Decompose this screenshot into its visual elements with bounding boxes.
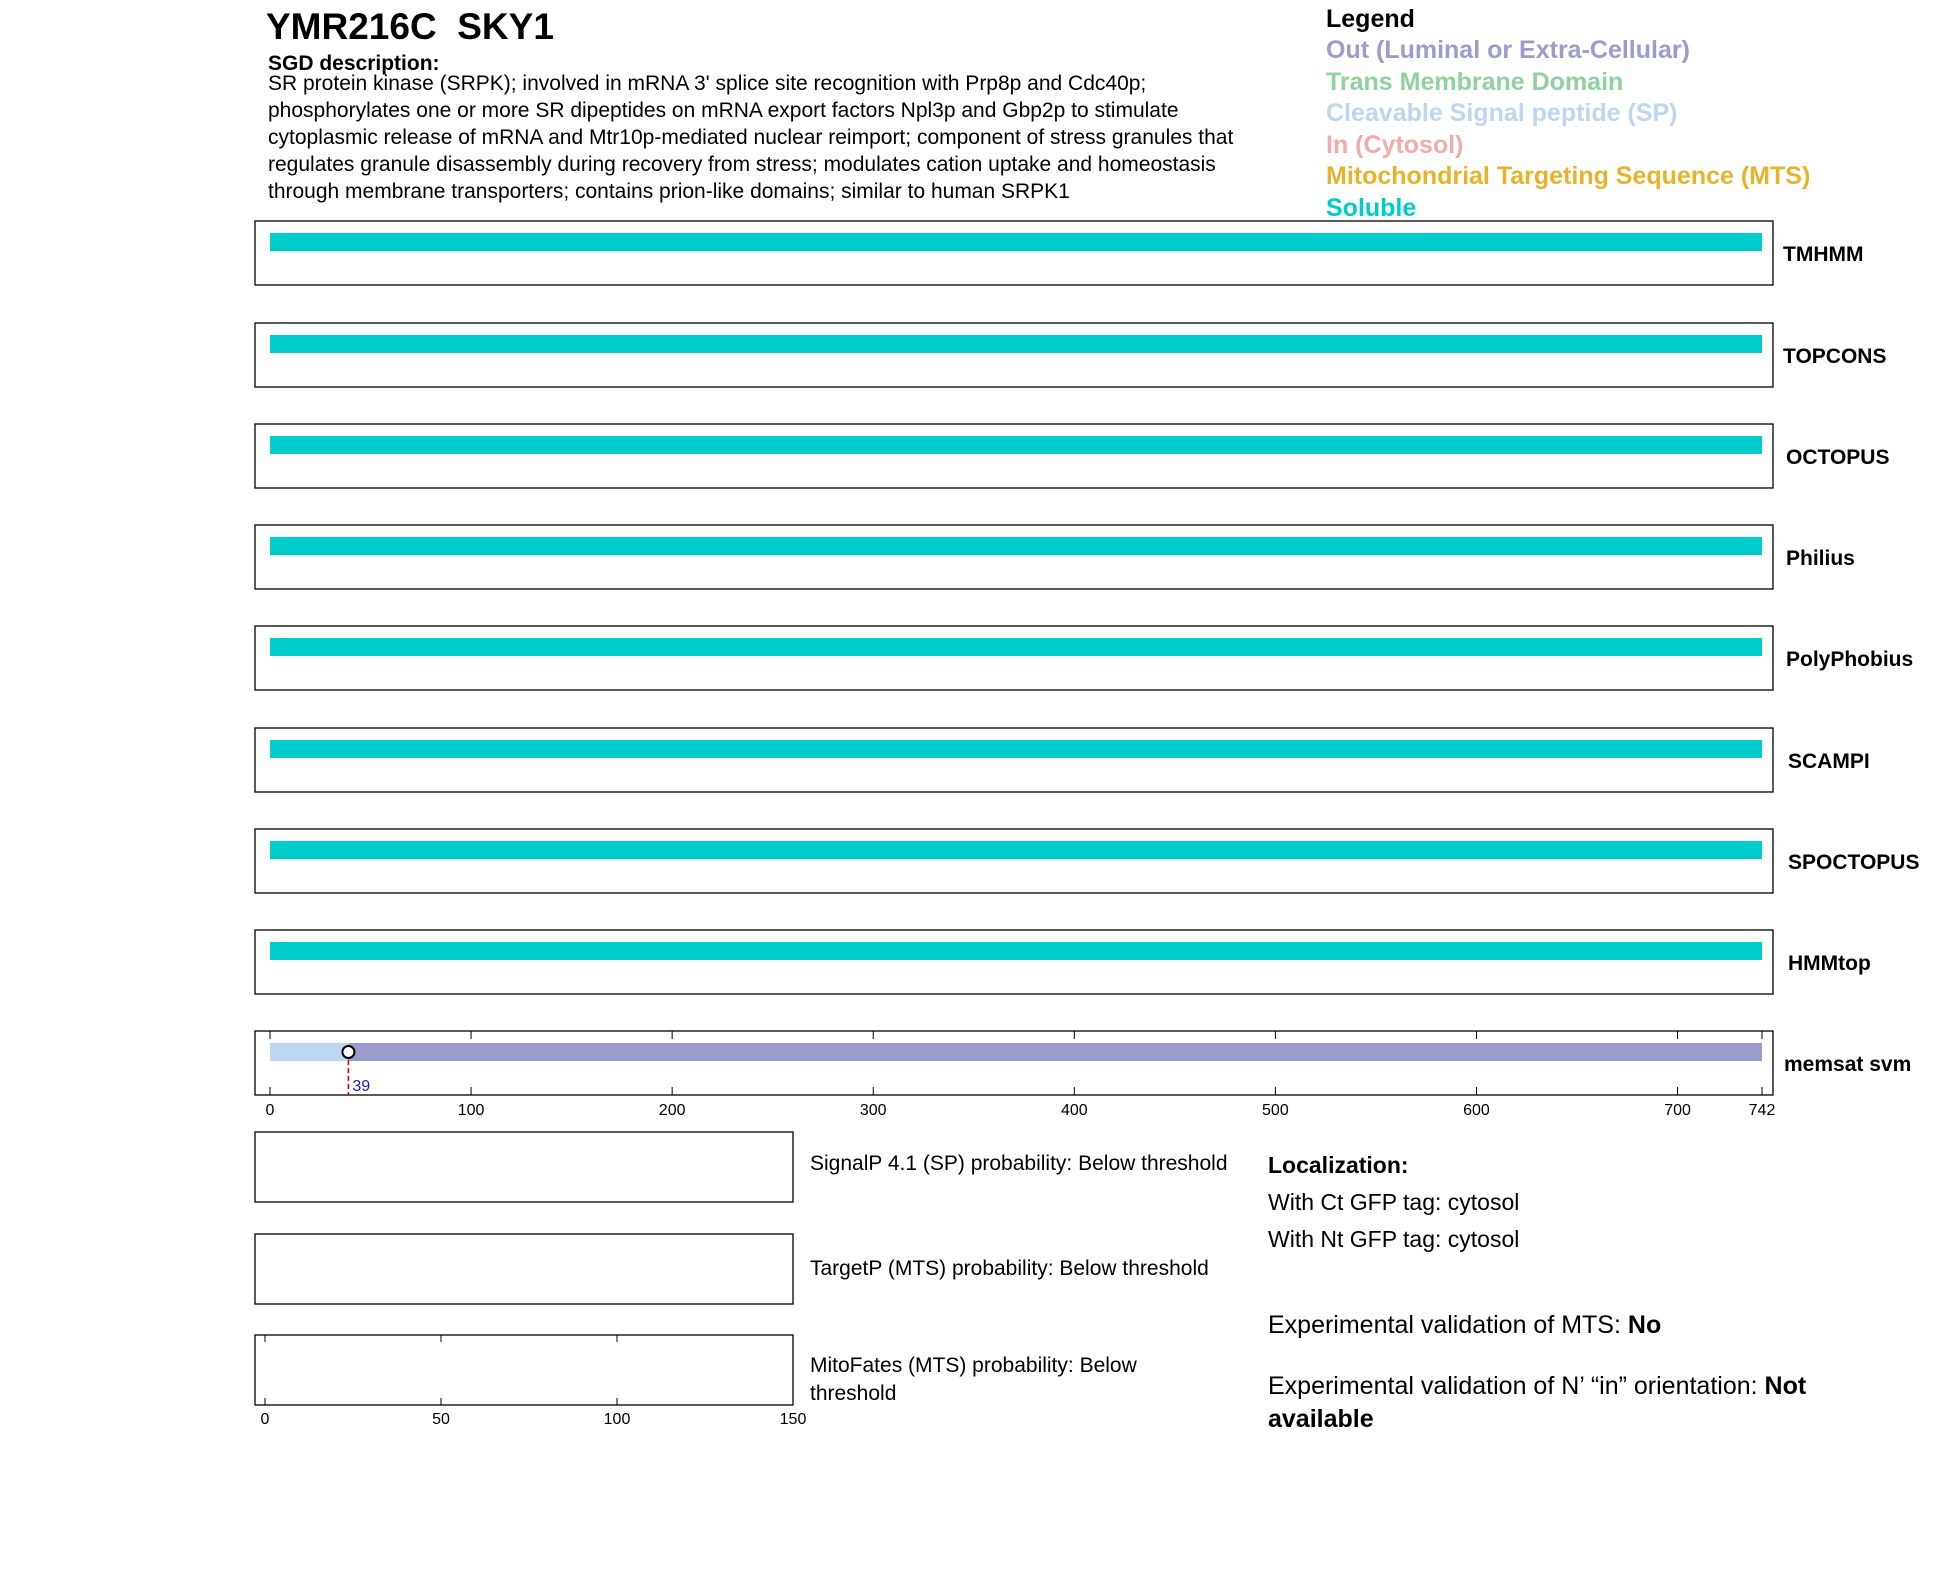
memsat-tick-label-500: 500 <box>1262 1102 1289 1119</box>
memsat-tick-label-400: 400 <box>1060 1102 1088 1119</box>
nin-validation <box>1268 1370 1888 1436</box>
prob-tick-label-50: 50 <box>432 1411 450 1428</box>
segment-polyphobius-0 <box>270 638 1762 656</box>
legend-item-sp: Cleavable Signal peptide (SP) <box>1326 99 1678 127</box>
prob-tick-label-0: 0 <box>260 1411 270 1428</box>
nin-validation-value: Not available <box>1268 1372 1807 1433</box>
localization-nt: With Nt GFP tag: cytosol <box>1268 1226 1520 1252</box>
probability-panel-3 <box>255 1335 793 1405</box>
memsat-tick-label-700: 700 <box>1664 1102 1691 1119</box>
prob-tick-label-150: 150 <box>779 1411 807 1428</box>
track-box-memsat-svm <box>255 1031 1773 1095</box>
track-label-scampi: SCAMPI <box>1788 750 1870 773</box>
cleavage-marker <box>342 1046 354 1058</box>
memsat-tick-label-742: 742 <box>1748 1102 1776 1119</box>
track-label-memsat-svm: memsat svm <box>1784 1053 1912 1076</box>
signalp-text: SignalP 4.1 (SP) probability: Below threshold <box>810 1152 1228 1175</box>
segment-octopus-0 <box>270 436 1762 454</box>
legend-item-mts: Mitochondrial Targeting Sequence (MTS) <box>1326 162 1811 190</box>
localization-ct: With Ct GFP tag: cytosol <box>1268 1189 1520 1215</box>
prob-tick-label-100: 100 <box>603 1411 631 1428</box>
legend-item-in: In (Cytosol) <box>1326 130 1464 159</box>
track-box-hmmtop <box>255 930 1773 994</box>
probability-panel-2 <box>255 1234 793 1304</box>
mts-validation-value: No <box>1627 1311 1662 1339</box>
nin-validation-label: Experimental validation of N’ “in” orientation: <box>1268 1372 1765 1400</box>
sgd-description-label: SGD description: <box>268 52 440 75</box>
gene-id: YMR216C <box>266 6 437 47</box>
localization-title: Localization: <box>1268 1152 1409 1178</box>
legend-item-out: Out (Luminal or Extra-Cellular) <box>1326 36 1690 64</box>
memsat-tick-label-100: 100 <box>457 1102 485 1119</box>
segment-tmhmm-0 <box>270 233 1762 251</box>
track-label-topcons: TOPCONS <box>1783 345 1887 368</box>
targetp-text: TargetP (MTS) probability: Below threshold <box>810 1257 1209 1280</box>
track-label-tmhmm: TMHMM <box>1783 243 1864 266</box>
probability-panel-1 <box>255 1132 793 1202</box>
segment-philius-0 <box>270 537 1762 555</box>
segment-topcons-0 <box>270 335 1762 353</box>
track-label-polyphobius: PolyPhobius <box>1786 648 1914 671</box>
track-box-topcons <box>255 323 1773 387</box>
cleavage-label: 39 <box>352 1078 371 1095</box>
legend-title: Legend <box>1326 5 1415 33</box>
memsat-tick-label-200: 200 <box>658 1102 686 1119</box>
legend-item-soluble: Soluble <box>1326 193 1417 222</box>
legend-item-tm: Trans Membrane Domain <box>1326 67 1624 96</box>
track-label-hmmtop: HMMtop <box>1788 952 1871 975</box>
track-box-octopus <box>255 424 1773 488</box>
sgd-description-text: SR protein kinase (SRPK); involved in mRNA 3' splice site recognition with Prp8p and Cdc40p; phosphorylates one or more SR dipeptides on mRNA export factors Npl3p and Gbp2p to stimulate cytoplasmic release of mRNA and Mtr10p-mediated nuclear reimport; component of stress granules that regulates granule disassembly during recovery from stress; modulates cation uptake and homeostasis through membrane transporters; contains prion-like domains; similar to human SRPK1 <box>268 72 1234 203</box>
mitofates-text: MitoFates (MTS) probability: Below threshold <box>810 1354 1137 1405</box>
gene-name: SKY1 <box>457 6 554 47</box>
segment-spoctopus-0 <box>270 841 1762 859</box>
track-box-scampi <box>255 728 1773 792</box>
track-box-tmhmm <box>255 221 1773 285</box>
segment-hmmtop-0 <box>270 942 1762 960</box>
track-box-spoctopus <box>255 829 1773 893</box>
mts-validation <box>1268 1309 1661 1342</box>
track-label-spoctopus: SPOCTOPUS <box>1788 851 1920 874</box>
track-box-philius <box>255 525 1773 589</box>
memsat-tick-label-600: 600 <box>1463 1102 1490 1119</box>
mts-validation-label: Experimental validation of MTS: <box>1268 1311 1628 1339</box>
memsat-tick-label-0: 0 <box>265 1102 275 1119</box>
segment-memsat-svm-1 <box>348 1043 1762 1061</box>
memsat-tick-label-300: 300 <box>859 1102 887 1119</box>
track-label-octopus: OCTOPUS <box>1786 446 1890 469</box>
segment-memsat-svm-0 <box>270 1043 348 1061</box>
track-label-philius: Philius <box>1786 547 1855 570</box>
track-box-polyphobius <box>255 626 1773 690</box>
segment-scampi-0 <box>270 740 1762 758</box>
